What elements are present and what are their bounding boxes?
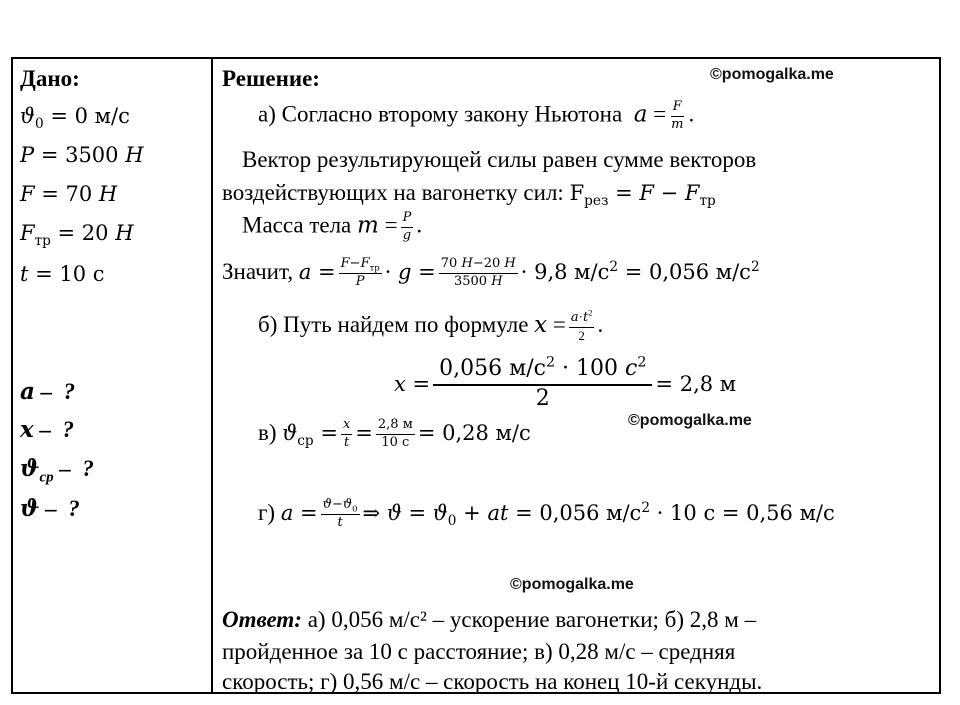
mass-line: Масса тела m = $\frac{P}{g}$ . [242,210,423,243]
watermark: ©pomogalka.me [710,66,834,83]
given-Ftr: $F_{тр} = 20$ H [20,221,134,250]
answer-line-1 [222,608,756,631]
given-v0: $ϑ_0 = 0$ м/с [20,104,130,133]
given-F: F = 70 H [20,182,118,206]
final-speed-calc: г) a = $\frac{ϑ-ϑ_0}{t}$ ⇒ $ϑ = ϑ_0$ + at = 0,056 $м/с^2 \cdot 10$ с = 0,56 м/с [258,497,835,530]
therefore-text: Значит, [222,258,294,284]
mass-text: Масса тела [242,212,352,238]
avg-speed-label: в) [258,419,277,445]
vector-line-2-text: воздействующих на вагонетку сил: [222,180,564,205]
newton-law-text: а) Согласно второму закону Ньютона [258,101,623,127]
answer-line-3: скорость; г) 0,56 м/с – скорость на конец 10-й секунды. [222,669,763,694]
given-t: t = 10 с [20,262,105,286]
solution-heading: Решение: [222,66,320,91]
answer-line-2: пройденное за 10 с расстояние; в) 0,28 м/с – средняя [222,639,736,664]
given-heading: Дано: [20,66,80,91]
path-calc: x = $\frac{0,056 м/с^2 \cdot 100 c^2}{2}$ = 2,8 м [394,354,737,412]
answer-label: Ответ: [222,607,302,632]
watermark-2: ©pomogalka.me [628,412,752,429]
vector-line-1: Вектор результирующей силы равен сумме векторов [242,147,757,172]
answer-text-1: а) 0,056 м/с² – ускорение вагонетки; б) 2,8 м – [307,607,757,632]
newton-law-line: а) Согласно второму закону Ньютона a = $\frac{F}{m}$ . [258,99,695,132]
path-formula-text: б) Путь найдем по формуле [258,312,529,338]
question-v: ϑ – ? [20,495,80,522]
given-P: P = 3500 H [20,143,144,167]
avg-speed-calc: в) $ϑ_{ср}$ = $\frac{x}{t}$ = $\frac{2,8 м}{10 с}$ = 0,28 м/с [258,417,531,450]
question-vcp: $ϑ_{ср}$ – ? [20,455,94,486]
column-divider [211,57,213,694]
question-a: a – ? [20,378,76,405]
vector-line-2: воздействующих на вагонетку сил: $F_{рез} = F - F_{тр}$ [222,180,716,210]
acceleration-calc: Значит, a = $\frac{F-F_{тр}}{P}$ · g = $\frac{70 H-20 H}{3500 H}$ · 9,8 $м/с^2 = 0,056$ $м/с^2$ [222,256,760,289]
watermark-3: ©pomogalka.me [510,576,634,593]
final-speed-label: г) [258,499,276,525]
question-x: x – ? [20,416,74,443]
path-formula-line: б) Путь найдем по формуле x = $\frac{a\cdot t^2}{2}$ . [258,307,604,343]
